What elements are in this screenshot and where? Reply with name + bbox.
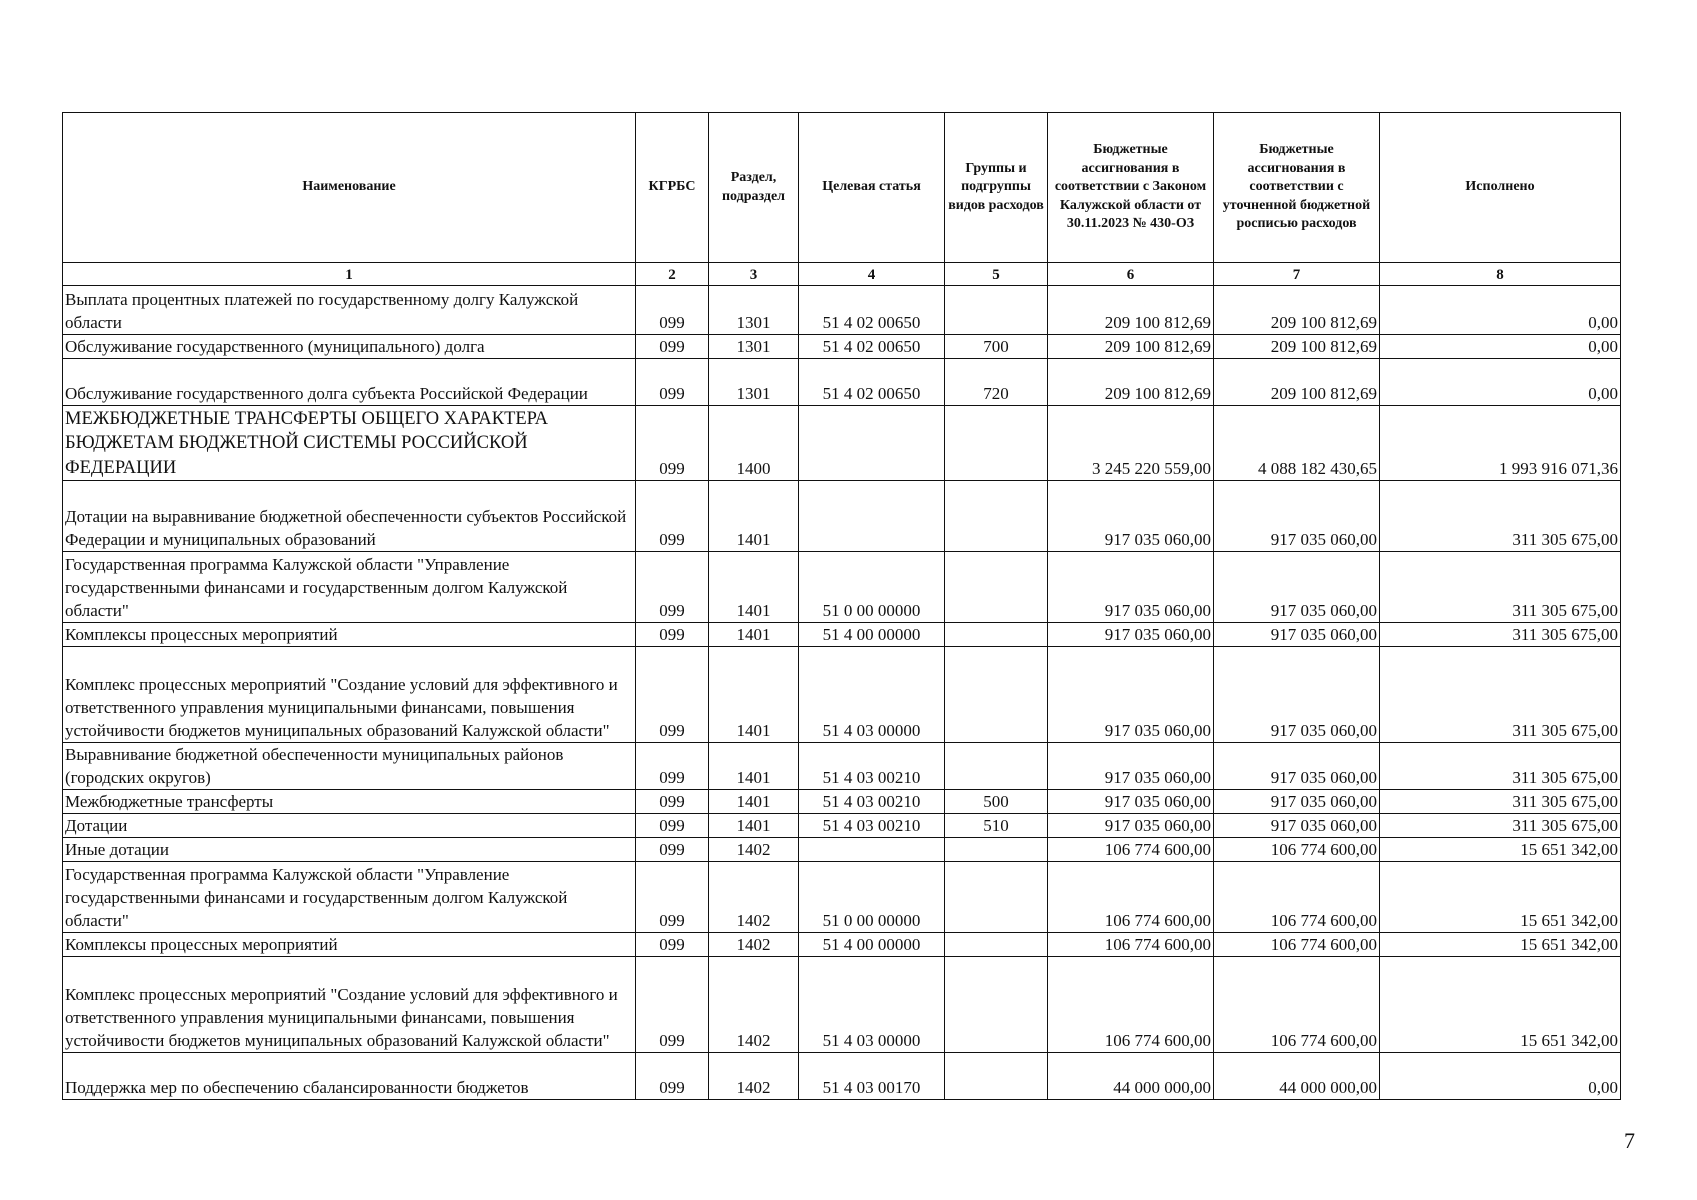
header-zakon: Бюджетные ассигнования в соответствии с Законом Калужской области от 30.11.2023 № 430-ОЗ <box>1048 113 1214 263</box>
row-name: Комплекс процессных мероприятий "Создание условий для эффективного и ответственного управления муниципальными финансами, повышения устойчивости бюджетов муниципальных образований Калужской области" <box>63 957 636 1053</box>
budget-table <box>62 112 1621 1100</box>
row-rospis: 917 035 060,00 <box>1214 647 1380 743</box>
row-statya: 51 4 03 00000 <box>799 647 945 743</box>
row-statya: 51 4 02 00650 <box>799 359 945 406</box>
row-razdel: 1401 <box>709 790 799 814</box>
row-kgrbs: 099 <box>636 1053 709 1100</box>
row-statya <box>799 481 945 552</box>
table-row <box>63 743 1621 790</box>
header-rospis: Бюджетные ассигнования в соответствии с уточненной бюджетной росписью расходов <box>1214 113 1380 263</box>
row-razdel: 1402 <box>709 957 799 1053</box>
table-row <box>63 406 1621 481</box>
header-row <box>63 113 1621 263</box>
column-number: 8 <box>1380 263 1621 286</box>
page-number: 7 <box>1624 1128 1635 1153</box>
row-vid: 510 <box>945 814 1048 838</box>
row-vid <box>945 647 1048 743</box>
column-number: 7 <box>1214 263 1380 286</box>
row-zakon: 106 774 600,00 <box>1048 957 1214 1053</box>
row-statya <box>799 406 945 481</box>
row-rospis: 917 035 060,00 <box>1214 623 1380 647</box>
row-zakon: 917 035 060,00 <box>1048 814 1214 838</box>
row-zakon: 106 774 600,00 <box>1048 838 1214 862</box>
table-row <box>63 957 1621 1053</box>
row-vid <box>945 838 1048 862</box>
header-ispolneno: Исполнено <box>1380 113 1621 263</box>
row-razdel: 1401 <box>709 814 799 838</box>
row-vid <box>945 623 1048 647</box>
row-zakon: 3 245 220 559,00 <box>1048 406 1214 481</box>
row-razdel: 1301 <box>709 286 799 335</box>
row-kgrbs: 099 <box>636 743 709 790</box>
row-razdel: 1301 <box>709 335 799 359</box>
row-statya: 51 4 02 00650 <box>799 335 945 359</box>
row-rospis: 44 000 000,00 <box>1214 1053 1380 1100</box>
row-rospis: 106 774 600,00 <box>1214 862 1380 933</box>
row-name: Комплексы процессных мероприятий <box>63 623 636 647</box>
column-number: 5 <box>945 263 1048 286</box>
row-zakon: 917 035 060,00 <box>1048 552 1214 623</box>
row-vid <box>945 957 1048 1053</box>
table-row <box>63 933 1621 957</box>
row-razdel: 1402 <box>709 838 799 862</box>
header-name: Наименование <box>63 113 636 263</box>
row-vid <box>945 481 1048 552</box>
row-kgrbs: 099 <box>636 359 709 406</box>
row-statya: 51 4 00 00000 <box>799 933 945 957</box>
row-ispolneno: 15 651 342,00 <box>1380 957 1621 1053</box>
row-vid <box>945 862 1048 933</box>
row-name: Выравнивание бюджетной обеспеченности муниципальных районов (городских округов) <box>63 743 636 790</box>
column-number: 3 <box>709 263 799 286</box>
row-zakon: 209 100 812,69 <box>1048 335 1214 359</box>
row-zakon: 106 774 600,00 <box>1048 862 1214 933</box>
row-razdel: 1401 <box>709 743 799 790</box>
table-row <box>63 790 1621 814</box>
row-razdel: 1301 <box>709 359 799 406</box>
table-row <box>63 481 1621 552</box>
row-ispolneno: 311 305 675,00 <box>1380 623 1621 647</box>
table-row <box>63 814 1621 838</box>
row-statya: 51 4 03 00210 <box>799 790 945 814</box>
row-kgrbs: 099 <box>636 957 709 1053</box>
row-vid: 720 <box>945 359 1048 406</box>
row-razdel: 1401 <box>709 552 799 623</box>
row-statya: 51 4 02 00650 <box>799 286 945 335</box>
row-kgrbs: 099 <box>636 790 709 814</box>
row-rospis: 917 035 060,00 <box>1214 552 1380 623</box>
row-statya: 51 0 00 00000 <box>799 862 945 933</box>
row-rospis: 106 774 600,00 <box>1214 838 1380 862</box>
row-razdel: 1402 <box>709 862 799 933</box>
row-name: Комплекс процессных мероприятий "Создание условий для эффективного и ответственного управления муниципальными финансами, повышения устойчивости бюджетов муниципальных образований Калужской области" <box>63 647 636 743</box>
row-kgrbs: 099 <box>636 838 709 862</box>
row-ispolneno: 311 305 675,00 <box>1380 790 1621 814</box>
row-statya: 51 4 03 00000 <box>799 957 945 1053</box>
row-ispolneno: 0,00 <box>1380 1053 1621 1100</box>
row-zakon: 917 035 060,00 <box>1048 623 1214 647</box>
header-razdel: Раздел, подраздел <box>709 113 799 263</box>
row-rospis: 917 035 060,00 <box>1214 481 1380 552</box>
row-ispolneno: 1 993 916 071,36 <box>1380 406 1621 481</box>
row-statya <box>799 838 945 862</box>
table-row <box>63 623 1621 647</box>
row-statya: 51 0 00 00000 <box>799 552 945 623</box>
row-kgrbs: 099 <box>636 481 709 552</box>
header-statya: Целевая статья <box>799 113 945 263</box>
row-name: Дотации на выравнивание бюджетной обеспеченности субъектов Российской Федерации и муниципальных образований <box>63 481 636 552</box>
row-vid <box>945 552 1048 623</box>
table-row <box>63 647 1621 743</box>
row-kgrbs: 099 <box>636 933 709 957</box>
table-row <box>63 552 1621 623</box>
row-zakon: 917 035 060,00 <box>1048 790 1214 814</box>
row-ispolneno: 311 305 675,00 <box>1380 647 1621 743</box>
row-rospis: 106 774 600,00 <box>1214 933 1380 957</box>
row-zakon: 44 000 000,00 <box>1048 1053 1214 1100</box>
table-row <box>63 862 1621 933</box>
table-row <box>63 359 1621 406</box>
row-ispolneno: 311 305 675,00 <box>1380 814 1621 838</box>
row-kgrbs: 099 <box>636 647 709 743</box>
row-kgrbs: 099 <box>636 406 709 481</box>
row-ispolneno: 311 305 675,00 <box>1380 552 1621 623</box>
row-kgrbs: 099 <box>636 552 709 623</box>
row-rospis: 106 774 600,00 <box>1214 957 1380 1053</box>
row-razdel: 1402 <box>709 933 799 957</box>
row-name: Обслуживание государственного (муниципального) долга <box>63 335 636 359</box>
row-ispolneno: 15 651 342,00 <box>1380 862 1621 933</box>
row-zakon: 917 035 060,00 <box>1048 647 1214 743</box>
row-vid <box>945 1053 1048 1100</box>
header-vid: Группы и подгруппы видов расходов <box>945 113 1048 263</box>
row-zakon: 209 100 812,69 <box>1048 359 1214 406</box>
row-name: МЕЖБЮДЖЕТНЫЕ ТРАНСФЕРТЫ ОБЩЕГО ХАРАКТЕРА БЮДЖЕТАМ БЮДЖЕТНОЙ СИСТЕМЫ РОССИЙСКОЙ ФЕДЕРАЦИИ <box>63 406 636 481</box>
table-row <box>63 335 1621 359</box>
row-ispolneno: 0,00 <box>1380 286 1621 335</box>
row-zakon: 106 774 600,00 <box>1048 933 1214 957</box>
row-name: Обслуживание государственного долга субъекта Российской Федерации <box>63 359 636 406</box>
row-name: Дотации <box>63 814 636 838</box>
row-rospis: 917 035 060,00 <box>1214 743 1380 790</box>
row-statya: 51 4 03 00170 <box>799 1053 945 1100</box>
row-rospis: 917 035 060,00 <box>1214 814 1380 838</box>
row-rospis: 209 100 812,69 <box>1214 286 1380 335</box>
budget-table-container <box>62 112 1621 1100</box>
row-razdel: 1400 <box>709 406 799 481</box>
row-name: Государственная программа Калужской области "Управление государственными финансами и государственным долгом Калужской области" <box>63 862 636 933</box>
row-ispolneno: 311 305 675,00 <box>1380 481 1621 552</box>
row-statya: 51 4 03 00210 <box>799 814 945 838</box>
table-row <box>63 286 1621 335</box>
row-rospis: 917 035 060,00 <box>1214 790 1380 814</box>
table-row <box>63 838 1621 862</box>
row-kgrbs: 099 <box>636 862 709 933</box>
row-vid: 700 <box>945 335 1048 359</box>
column-number-row <box>63 263 1621 286</box>
row-name: Комплексы процессных мероприятий <box>63 933 636 957</box>
row-ispolneno: 311 305 675,00 <box>1380 743 1621 790</box>
row-razdel: 1401 <box>709 481 799 552</box>
row-ispolneno: 0,00 <box>1380 359 1621 406</box>
row-rospis: 209 100 812,69 <box>1214 359 1380 406</box>
row-razdel: 1402 <box>709 1053 799 1100</box>
row-vid <box>945 286 1048 335</box>
row-name: Межбюджетные трансферты <box>63 790 636 814</box>
row-name: Государственная программа Калужской области "Управление государственными финансами и государственным долгом Калужской области" <box>63 552 636 623</box>
row-zakon: 917 035 060,00 <box>1048 743 1214 790</box>
row-kgrbs: 099 <box>636 623 709 647</box>
column-number: 2 <box>636 263 709 286</box>
row-kgrbs: 099 <box>636 335 709 359</box>
row-statya: 51 4 03 00210 <box>799 743 945 790</box>
row-razdel: 1401 <box>709 623 799 647</box>
row-vid <box>945 406 1048 481</box>
header-kgrbs: КГРБС <box>636 113 709 263</box>
row-vid <box>945 933 1048 957</box>
row-zakon: 209 100 812,69 <box>1048 286 1214 335</box>
row-name: Иные дотации <box>63 838 636 862</box>
row-ispolneno: 15 651 342,00 <box>1380 838 1621 862</box>
column-number: 1 <box>63 263 636 286</box>
column-number: 4 <box>799 263 945 286</box>
column-number: 6 <box>1048 263 1214 286</box>
row-kgrbs: 099 <box>636 286 709 335</box>
row-vid <box>945 743 1048 790</box>
row-name: Выплата процентных платежей по государственному долгу Калужской области <box>63 286 636 335</box>
row-ispolneno: 0,00 <box>1380 335 1621 359</box>
row-name: Поддержка мер по обеспечению сбалансированности бюджетов <box>63 1053 636 1100</box>
row-ispolneno: 15 651 342,00 <box>1380 933 1621 957</box>
row-zakon: 917 035 060,00 <box>1048 481 1214 552</box>
row-vid: 500 <box>945 790 1048 814</box>
row-statya: 51 4 00 00000 <box>799 623 945 647</box>
table-row <box>63 1053 1621 1100</box>
row-rospis: 209 100 812,69 <box>1214 335 1380 359</box>
row-razdel: 1401 <box>709 647 799 743</box>
row-kgrbs: 099 <box>636 814 709 838</box>
row-rospis: 4 088 182 430,65 <box>1214 406 1380 481</box>
